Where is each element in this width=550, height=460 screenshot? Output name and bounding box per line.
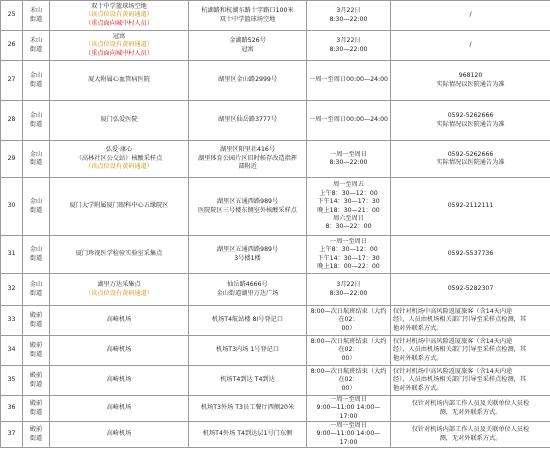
street-line: 禾山: [29, 7, 43, 15]
site-name-cell: [50, 101, 189, 141]
street-cell: [23, 396, 50, 422]
address-cell: [189, 396, 307, 422]
notes-cell: [391, 61, 550, 101]
row-number: 33: [1, 306, 23, 336]
notes-line: 968120: [458, 72, 483, 80]
time-cell: [307, 31, 391, 61]
notes-line: 测，无对外联系方式。: [439, 434, 502, 442]
notes-line: 仅针对机场中高风险返厦旅客（含14天内途: [393, 367, 513, 375]
address-cell: [189, 422, 307, 448]
row-number: 35: [1, 366, 23, 396]
address-line: 金湖路526号: [229, 37, 266, 45]
notes-cell: [391, 422, 550, 448]
street-line: 街道: [29, 350, 43, 358]
notes-line: 0592-5262666: [447, 112, 494, 120]
time-line: 3月22日: [336, 37, 361, 45]
time-cell: [307, 422, 391, 448]
time-cell: [307, 366, 391, 396]
site-name-cell: [50, 1, 189, 31]
address-line: 杭湖路和杭湖东路十字路口100米: [201, 7, 294, 15]
notes-line: 实际情况以医院通告为准: [436, 159, 505, 166]
notes-line: 0592-5537736: [447, 250, 494, 258]
address-cell: [189, 101, 307, 141]
site-name-cell: [50, 396, 189, 422]
address-cell: [189, 236, 307, 274]
notes-line: 实际情况以医院通告为准: [436, 120, 505, 128]
street-line: 街道: [29, 45, 43, 53]
table-row: [1, 366, 550, 396]
site-line: （重点面向城中村人员）: [84, 19, 154, 27]
street-line: 街道: [29, 159, 43, 166]
notes-cell: [391, 101, 550, 141]
time-cell: [307, 336, 391, 366]
site-line: 厦门珍视医学检验实验室采集点: [75, 250, 163, 258]
site-line: 厦门大学附属厦门眼科中心五缘院区: [69, 202, 169, 210]
street-cell: [23, 31, 50, 61]
address-line: 机场T4航站楼 8I号登记口: [211, 316, 284, 324]
address-line: 双十中学篮球场空地: [219, 15, 276, 23]
table-row: [1, 178, 550, 236]
table-row: [1, 101, 550, 141]
time-line: 一周一至周日00:00—24:00: [309, 116, 388, 124]
time-cell: [307, 101, 391, 141]
address-line: 湖里区阳里社416号: [219, 146, 276, 154]
row-number: 28: [1, 101, 23, 141]
row-number: 32: [1, 274, 23, 306]
notes-line: 经），人员由机场相关部门引导至采样点检测，其: [393, 346, 527, 354]
address-line: 机场T3内场 1号登记口: [215, 346, 280, 354]
notes-line: 仅针对机场内部工作人员及关联单位人员检: [411, 400, 530, 408]
street-line: 街道: [29, 254, 43, 262]
site-line: （该点位设有黄码通道）: [84, 41, 154, 49]
notes-line: 他对外联系方式。: [393, 354, 443, 362]
time-line: 上午8：30—12：00: [319, 246, 378, 254]
address-line: 湖里区五通西路989号: [216, 246, 279, 254]
address-cell: [189, 178, 307, 236]
time-line: 8:00—次日航班结束（大约在02：: [310, 307, 387, 324]
street-line: 金山: [29, 112, 43, 120]
row-number: 37: [1, 422, 23, 448]
address-line: 湖里区仙岳路3777号: [217, 116, 278, 124]
time-line: 下午14：30—17：30: [317, 198, 380, 206]
site-name-cell: [50, 178, 189, 236]
address-line: 湖里区金山路2999号: [217, 76, 278, 84]
time-line: 8:00—次日航班结束（大约在02：: [310, 367, 387, 384]
time-cell: [307, 274, 391, 306]
time-line: 一周一至周日: [329, 422, 368, 430]
time-line: 下午14：30—17：30: [317, 254, 380, 262]
street-line: 殿前: [29, 426, 43, 434]
time-line: 一周一至周日: [329, 396, 368, 403]
row-number: 25: [1, 1, 23, 31]
address-cell: [189, 336, 307, 366]
site-name-cell: [50, 141, 189, 178]
site-line: 厦大附属心血管病医院: [88, 76, 150, 84]
site-line: 高崎机场: [106, 376, 132, 384]
site-line: 厦门弘爱医院: [100, 116, 138, 124]
address-cell: [189, 1, 307, 31]
street-line: 街道: [29, 408, 43, 416]
table-row: [1, 396, 550, 422]
site-name-cell: [50, 306, 189, 336]
row-number: 30: [1, 178, 23, 236]
time-cell: [307, 236, 391, 274]
notes-cell: [391, 274, 550, 306]
street-line: 禾山: [29, 37, 43, 45]
time-line: 3月22日: [336, 7, 361, 15]
notes-line: 他对外联系方式。: [393, 324, 443, 332]
time-line: 一周一至周日: [329, 150, 368, 158]
table-row: [1, 274, 550, 306]
street-line: 街道: [29, 206, 43, 214]
street-line: 金山: [29, 150, 43, 158]
address-line: 冠寓: [241, 45, 254, 53]
street-cell: [23, 422, 50, 448]
street-line: 街道: [29, 80, 43, 88]
address-cell: [189, 366, 307, 396]
time-line: 00）: [341, 324, 356, 332]
street-cell: [23, 141, 50, 178]
notes-line: 0592-5282307: [447, 285, 494, 293]
site-name-cell: [50, 422, 189, 448]
table-row: [1, 61, 550, 101]
street-line: 金山: [29, 281, 43, 289]
time-line: 周六至周日: [333, 214, 364, 222]
time-cell: [307, 1, 391, 31]
site-line: 高崎机场: [106, 404, 132, 412]
notes-cell: [391, 396, 550, 422]
time-line: 8：30—22：00: [325, 223, 372, 231]
site-line: 冠寓: [112, 32, 126, 40]
time-line: 8:30—22:00: [329, 159, 368, 166]
street-line: 街道: [29, 380, 43, 388]
time-line: 00）: [341, 384, 356, 392]
street-line: 金山: [29, 246, 43, 254]
notes-line: /: [469, 41, 472, 49]
notes-cell: [391, 1, 550, 31]
notes-line: 0592-5262666: [447, 150, 494, 158]
street-cell: [23, 178, 50, 236]
address-line: 仙岳路4666号: [227, 281, 268, 289]
notes-line: 仅针对机场中高风险返厦旅客（含14天内途: [393, 307, 513, 315]
street-line: 街道: [29, 120, 43, 128]
time-cell: [307, 396, 391, 422]
site-line: （该点位设有黄码通道）: [84, 11, 154, 19]
time-cell: [307, 61, 391, 101]
notes-cell: [391, 366, 550, 396]
address-line: 金山街道湖里万达广场: [216, 289, 279, 297]
site-name-cell: [50, 336, 189, 366]
address-line: 部附近: [238, 163, 257, 171]
notes-line: 实际情况以医院通告为准: [436, 80, 505, 88]
time-line: 晚上18：00—22：00: [317, 262, 380, 270]
address-line: 机场T3外场 T3员工餐厅西侧20米: [200, 404, 295, 412]
notes-line: 经），人员由机场相关部门引导至采样点检测，其: [393, 316, 527, 324]
street-line: 殿前: [29, 400, 43, 408]
street-cell: [23, 274, 50, 306]
row-number: 36: [1, 396, 23, 422]
table-row: [1, 1, 550, 31]
time-line: 8:00—次日航班结束（大约在02：: [310, 337, 387, 354]
time-line: 3月22日: [336, 281, 361, 289]
street-line: 殿前: [29, 312, 43, 320]
notes-cell: [391, 178, 550, 236]
table-row: [1, 336, 550, 366]
address-line: 湖里区五通西路989号: [216, 198, 279, 206]
site-line: 双十中学篮球场空地: [91, 2, 147, 10]
street-line: 街道: [29, 15, 43, 23]
site-name-cell: [50, 61, 189, 101]
time-line: 8:30—22:00: [329, 45, 368, 53]
site-line: 湖里万达采集点: [97, 281, 141, 289]
street-cell: [23, 366, 50, 396]
row-number: 26: [1, 31, 23, 61]
site-line: 弘爱·康心: [105, 146, 133, 154]
address-cell: [189, 141, 307, 178]
row-number: 27: [1, 61, 23, 101]
notes-line: 测，无对外联系方式。: [439, 408, 502, 416]
street-cell: [23, 306, 50, 336]
street-cell: [23, 236, 50, 274]
street-line: 金山: [29, 198, 43, 206]
site-line: 高崎机场: [106, 346, 132, 354]
site-name-cell: [50, 366, 189, 396]
notes-line: 0592-2112111: [447, 202, 494, 210]
row-number: 34: [1, 336, 23, 366]
street-cell: [23, 336, 50, 366]
time-cell: [307, 306, 391, 336]
address-line: 机场T4外场 T4到达层1号门东侧: [202, 430, 293, 438]
street-cell: [23, 1, 50, 31]
notes-line: 仅针对机场内部工作人员及关联单位人员检: [411, 426, 530, 434]
street-line: 街道: [29, 289, 43, 297]
address-line: 医院院区三号楼东侧室外核酸采样点: [198, 206, 297, 214]
street-cell: [23, 101, 50, 141]
address-cell: [189, 306, 307, 336]
site-line: （重点面向城中村人员）: [84, 49, 154, 57]
time-line: 00）: [341, 354, 356, 362]
street-cell: [23, 61, 50, 101]
site-line: （该点位设有黄码通道）: [84, 289, 154, 297]
table-row: [1, 422, 550, 448]
site-name-cell: [50, 31, 189, 61]
notes-line: 他对外联系方式。: [393, 384, 443, 392]
notes-cell: [391, 141, 550, 178]
notes-line: /: [469, 11, 472, 19]
address-line: 湖里体育公园片区旧时候存改造指挥: [198, 154, 297, 162]
time-line: 8:30—22:00: [329, 289, 368, 297]
time-line: 一周一至周日00:00—24:00: [309, 76, 388, 84]
row-number: 29: [1, 141, 23, 178]
row-number: 31: [1, 236, 23, 274]
address-cell: [189, 61, 307, 101]
street-line: 金山: [29, 72, 43, 80]
site-line: 高崎机场: [106, 316, 132, 324]
site-line: （该点位设有黄码通道）: [84, 163, 154, 171]
notes-cell: [391, 236, 550, 274]
time-line: 9:00—11:00 14:00—17:00: [316, 430, 381, 446]
site-line: 高崎机场: [106, 430, 132, 438]
time-line: 一周一至周日: [329, 237, 368, 245]
notes-cell: [391, 336, 550, 366]
notes-line: 经），人员由机场相关部门引导至采样点检测，其: [393, 376, 527, 384]
time-line: 周一至周五: [333, 181, 364, 189]
address-cell: [189, 31, 307, 61]
table-row: [1, 306, 550, 336]
street-line: 街道: [29, 320, 43, 328]
street-line: 殿前: [29, 372, 43, 380]
address-cell: [189, 274, 307, 306]
table-row: [1, 236, 550, 274]
time-cell: [307, 141, 391, 178]
time-line: 8:30—22:00: [329, 15, 368, 23]
street-line: 殿前: [29, 342, 43, 350]
notes-cell: [391, 306, 550, 336]
time-line: 上午8：30—12：00: [319, 189, 378, 197]
time-line: 晚上18：30—21：00: [317, 206, 380, 214]
site-name-cell: [50, 236, 189, 274]
address-line: 机场T4到达 T4到达: [220, 376, 275, 384]
time-cell: [307, 178, 391, 236]
address-line: 3号楼1楼: [234, 254, 261, 262]
street-line: 街道: [29, 434, 43, 442]
notes-line: 仅针对机场中高风险返厦旅客（含14天内途: [393, 337, 513, 345]
notes-cell: [391, 31, 550, 61]
site-name-cell: [50, 274, 189, 306]
table-row: [1, 31, 550, 61]
table-row: [1, 141, 550, 178]
time-line: 9:00—11:00 14:00—17:00: [316, 404, 381, 420]
site-line: （高林社区公交站）核酸采样点: [75, 154, 163, 162]
